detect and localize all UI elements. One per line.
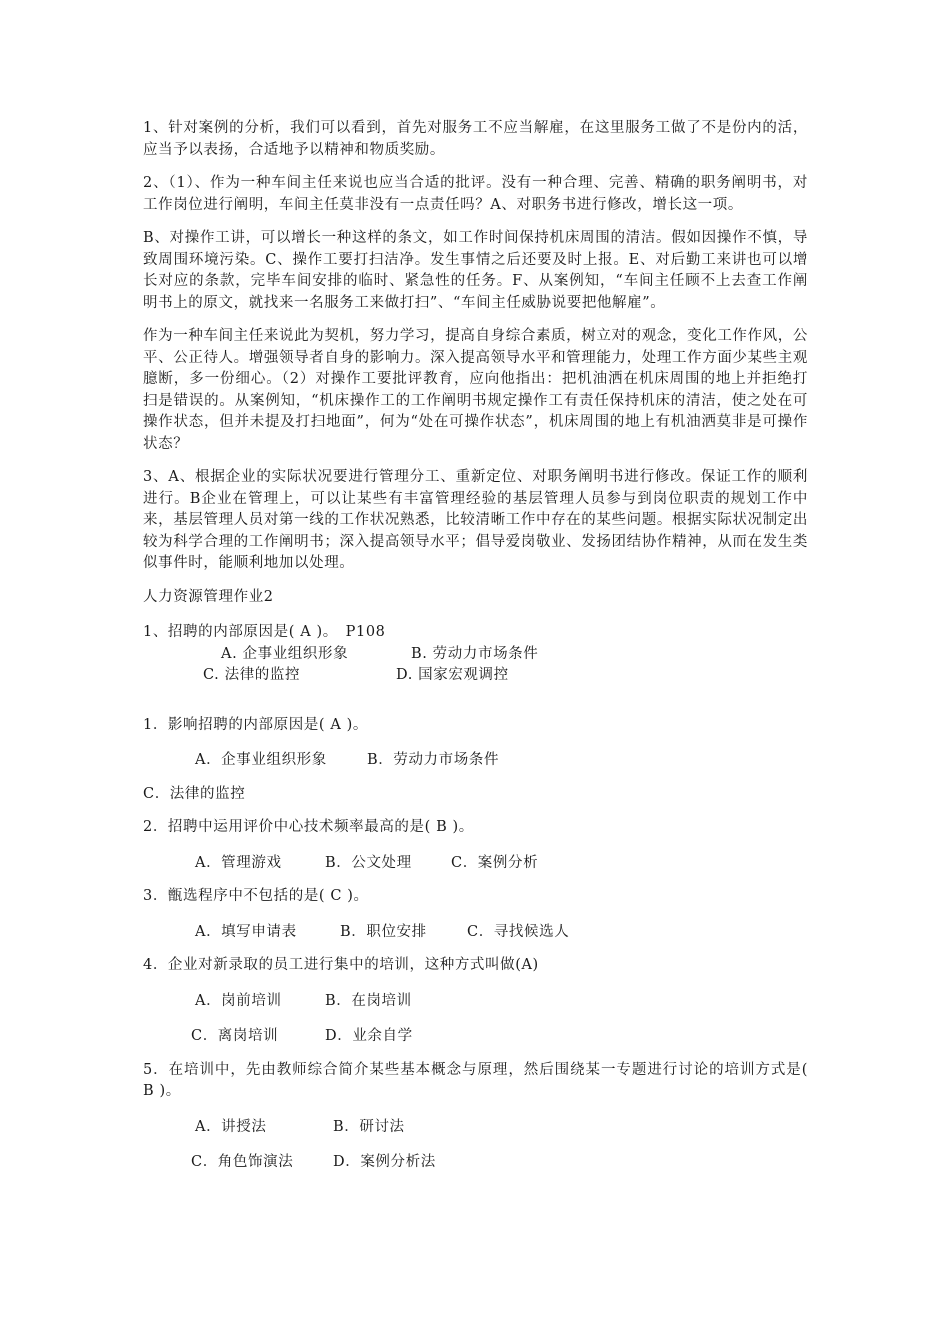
case-analysis-paragraph-5: 3、A、根据企业的实际状况要进行管理分工、重新定位、对职务阐明书进行修改。保证工作的顺利进行。B企业在管理上，可以让某些有丰富管理经验的基层管理人员参与到岗位职责的规划工作中来，基层管理人员对第一线的工作状况熟悉，比较清晰工作中存在的某些问题。根据实际状况制定出较为科学合理的工作阐明书；深入提高领导水平；倡导爱岗敬业、发扬团结协作精神，从而在发生类似事件时，能顺利地加以处理。 [143,469,808,571]
question-3 [143,886,808,943]
question-1-stem: 1．影响招聘的内部原因是( A )。 [143,716,369,733]
question-2-stem: 2．招聘中运用评价中心技术频率最高的是( B )。 [143,819,474,835]
question-5-option-b: B．研讨法 [333,1118,405,1135]
question-first [143,622,808,687]
question-1 [143,715,808,806]
case-analysis-paragraph-1: 1、针对案例的分析，我们可以看到，首先对服务工不应当解雇，在这里服务工做了不是份内的活，应当予以表扬，合适地予以精神和物质奖励。 [143,120,808,158]
document-page [143,118,808,1174]
question-1-option-a: A．企事业组织形象 [195,752,327,768]
question-4-option-d: D．业余自学 [325,1028,413,1044]
question-3-option-b: B．职位安排 [340,923,427,940]
question-2-option-b: B．公文处理 [325,854,412,871]
question-first-option-d: D. 国家宏观调控 [396,667,509,683]
question-5-option-c: C．角色饰演法 [191,1154,294,1170]
question-2 [143,817,808,874]
question-4-option-b: B．在岗培训 [325,992,412,1009]
question-2-option-a: A．管理游戏 [195,854,282,871]
question-4 [143,955,808,1048]
question-first-stem: 1、招聘的内部原因是( A )。 P108 [143,624,386,640]
question-3-option-a: A．填写申请表 [195,923,297,940]
case-analysis-paragraph-3: B、对操作工讲，可以增长一种这样的条文，如工作时间保持机床周围的清洁。假如因操作不慎，导致周围环境污染。C、操作工要打扫洁净。发生事情之后还要及时上报。E、对后勤工来讲也可以增长对应的条款，完毕车间安排的临时、紧急性的任务。F、从案例知，“车间主任顾不上去查工作阐明书上的原文，就找来一名服务工来做打扫”、“车间主任威胁说要把他解雇”。 [143,230,808,311]
question-3-option-c: C．寻找候选人 [467,923,570,940]
question-3-stem: 3．甑选程序中不包括的是( C )。 [143,888,369,904]
homework-title: 人力资源管理作业2 [143,588,274,605]
case-analysis-paragraph-4: 作为一种车间主任来说此为契机，努力学习，提高自身综合素质，树立对的观念，变化工作作风，公平、公正待人。增强领导者自身的影响力。深入提高领导水平和管理能力，处理工作方面少某些主观臆断，多一份细心。（2）对操作工要批评教育，应向他指出：把机油洒在机床周围的地上并拒绝打扫是错误的。从案例知，“机床操作工的工作阐明书规定操作工有责任保持机床的清洁，使之处在可操作状态，但并未提及打扫地面”，何为“处在可操作状态”，机床周围的地上有机油洒莫非是可操作状态？ [143,328,808,452]
question-first-option-c: C. 法律的监控 [203,667,301,683]
question-1-option-c: C．法律的监控 [143,785,246,802]
question-4-option-a: A．岗前培训 [195,992,282,1009]
question-first-option-b: B. 劳动力市场条件 [411,645,539,662]
question-1-option-b: B．劳动力市场条件 [367,752,500,768]
question-5-option-a: A．讲授法 [195,1118,267,1135]
case-analysis-paragraph-2: 2、（1）、作为一种车间主任来说也应当合适的批评。没有一种合理、完善、精确的职务阐明书，对工作岗位进行阐明，车间主任莫非没有一点责任吗？A、对职务书进行修改，增长这一项。 [143,175,808,213]
question-4-option-c: C．离岗培训 [191,1028,279,1044]
question-5-stem: 5．在培训中，先由教师综合简介某些基本概念与原理，然后围绕某一专题进行讨论的培训方式是( B )。 [143,1061,808,1099]
question-4-stem: 4．企业对新录取的员工进行集中的培训，这种方式叫做(A) [143,957,539,973]
question-5-option-d: D．案例分析法 [333,1154,436,1170]
question-2-option-c: C．案例分析 [451,854,539,871]
question-5 [143,1060,808,1174]
question-first-option-a: A. 企事业组织形象 [221,645,349,662]
